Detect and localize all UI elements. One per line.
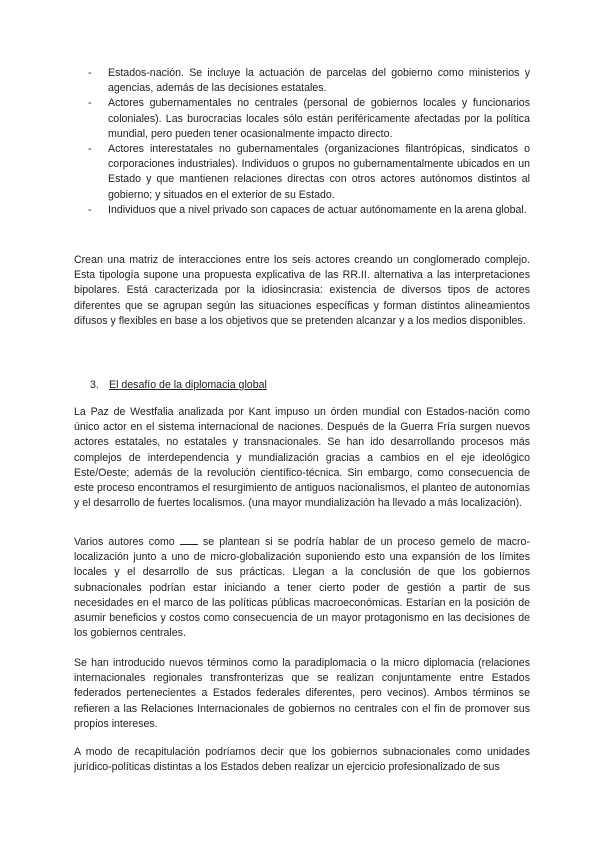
list-item xyxy=(88,66,530,96)
list-marker: - xyxy=(88,203,92,216)
section-heading xyxy=(90,378,267,393)
paragraph-paradiplomacia: Se han introducido nuevos términos como la paradiplomacia o la micro diplomacia (relaciones internacionales regionales transfronterizas que se realizan conjuntamente entre Estados federados pertenecientes a Estados federales diferentes, pero vecinos). Ambos términos se refieren a las Relaciones Internacionales de gobiernos no centrales con el fin de promover sus propios intereses. xyxy=(74,657,530,730)
list-marker: - xyxy=(88,67,92,79)
paragraph-autores-end: se plantean si se podría hablar de un proceso gemelo de macro-localización junto a uno de micro-globalización suponiendo esto una expansión de los límites locales y el desarrollo de sus prácticas. Llegan a la conclusión de que los gobiernos subnacionales podrían estar iniciando a tener cierto poder de gestión a partir de sus necesidades en el marco de las políticas públicas macroeconómicas. Estarían en la posición de asumir beneficios y costos como consecuencia de un mayor protagonismo en las decisiones de los gobiernos centrales. xyxy=(74,536,530,640)
blank-line xyxy=(180,535,198,545)
list-item-text: Estados-nación. Se incluye la actuación de parcelas del gobierno como ministerios y agencias, además de las decisiones estatales. xyxy=(108,67,530,95)
list-item-text: Actores gubernamentales no centrales (personal de gobiernos locales y funcionarios coloniales). Las burocracias locales sólo están periféricamente afectadas por la política mundial, pero pueden tener ocasionalmente impacto directo. xyxy=(108,97,530,140)
list-item-text: Individuos que a nivel privado son capaces de actuar autónomamente en la arena global. xyxy=(108,203,527,216)
paragraph-autores xyxy=(74,535,530,641)
section-number: 3. xyxy=(90,379,99,391)
list-item xyxy=(88,96,530,142)
paragraph-westfalia: La Paz de Westfalia analizada por Kant impuso un órden mundial con Estados-nación como único actor en el sistema internacional de naciones. Después de la Guerra Fría surgen nuevos actores estatales, no estatales y transnacionales. Se han ido desarrollando procesos más complejos de interdependencia y mundialización gracias a cambios en el eje ideológico Este/Oeste; además de la revolución científico-técnica. Sin embargo, como consecuencia de este proceso encontramos el resurgimiento de antiguos nacionalismos, el planteo de autonomías y el desarrollo de fuertes localismos. (una mayor mundialización ha llevado a más localización). xyxy=(74,406,530,510)
paragraph-autores-start: Varios autores como xyxy=(74,536,175,548)
list-item xyxy=(88,203,530,218)
list-item-text: Actores interestatales no gubernamentales (organizaciones filantrópicas, sindicatos o corporaciones industriales). Individuos o grupos no gubernamentalmente ubicados en un Estado y que mantienen relaciones directas con otros actores autónomos distintos al gobierno; y situados en el exterior de su Estado. xyxy=(108,143,530,201)
section-title: El desafío de la diplomacia global xyxy=(109,379,267,391)
list-marker: - xyxy=(88,143,92,156)
list-item xyxy=(88,142,530,203)
paragraph-recapitulacion: A modo de recapitulación podríamos decir que los gobiernos subnacionales como unidades jurídico-políticas distintas a los Estados deben realizar un ejercicio profesionalizado de sus xyxy=(74,746,530,774)
actor-list xyxy=(88,66,530,218)
list-marker: - xyxy=(88,97,92,110)
paragraph-intro: Crean una matriz de interacciones entre los seis actores creando un conglomerado complejo. Esta tipología supone una propuesta explicativa de las RR.II. alternativa a las interpretaciones bipolares. Está caracterizada por la idiosincrasia: existencia de diversos tipos de actores diferentes que se agrupan según las situaciones específicas y forman distintos alineamientos difusos y flexibles en base a los objetivos que se pretenden alcanzar y a los medios disponibles. xyxy=(74,254,530,327)
